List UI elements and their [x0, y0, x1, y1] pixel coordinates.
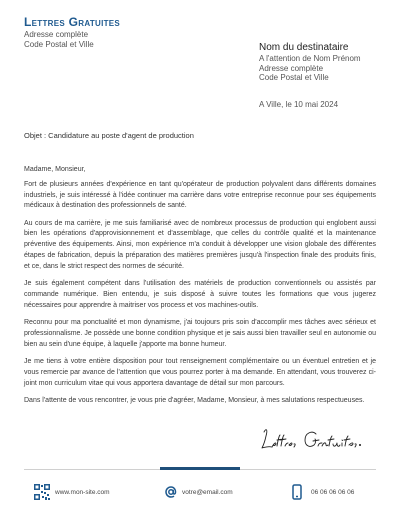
email-text: votre@email.com: [182, 488, 233, 496]
recipient-postal: Code Postal et Ville: [259, 73, 329, 82]
website-text: www.mon-site.com: [55, 488, 110, 496]
sender-postal: Code Postal et Ville: [24, 39, 94, 49]
phone-text: 06 06 06 06 06: [311, 488, 355, 496]
letter-date: A Ville, le 10 mai 2024: [259, 100, 339, 109]
footer: [0, 482, 400, 502]
paragraph: Au cours de ma carrière, je me suis familiarisé avec de nombreux processus de production qui englobent aussi bien les opérations d'approvisionnement et d'assemblage, que celles du contrôle qualité et la maintenance préventive des équipements. Ainsi, mon expérience m'a conduit à développer une vision globale des différentes étapes de fabrication, depuis la préparation des matières premières jusqu'à l'inspection finale des produits finis, et ce, dans le strict respect des normes de sécurité.: [24, 219, 376, 270]
sender-block: [24, 14, 120, 49]
smartphone-icon: [292, 484, 302, 500]
sender-address: Adresse complète: [24, 30, 89, 39]
footer-phone[interactable]: [292, 482, 354, 502]
footer-website[interactable]: [34, 482, 110, 502]
paragraph: Dans l'attente de vous rencontrer, je vous prie d'agréer, Madame, Monsieur, à mes salutations respectueuses.: [24, 396, 365, 404]
paragraph: Fort de plusieurs années d'expérience en tant qu'opérateur de production polyvalent dans différents domaines industriels, je suis intéressé à l'idée continuer ma carrière dans votre entreprise reconnue pour ses équipements médicaux à destination des professionnels de santé.: [24, 180, 376, 210]
salutation: Madame, Monsieur,: [24, 166, 86, 173]
paragraph: Je suis également compétent dans l'utilisation des matériels de production conventionnels ou assistés par commande numérique. Bien entendu, je suis disposé à suivre toutes les formations que vous jugerez nécessaires pour apprendre à maitriser vos process et vos machines-outils.: [24, 280, 376, 309]
letter-subject: Objet : Candidature au poste d'agent de production: [24, 131, 194, 140]
recipient-block: [259, 42, 399, 83]
footer-accent-bar: [160, 467, 240, 470]
qr-code-icon: [34, 484, 50, 500]
recipient-attention: A l'attention de Nom Prénom: [259, 54, 361, 63]
footer-email[interactable]: [165, 482, 233, 502]
letter-body: [24, 165, 376, 413]
recipient-name: Nom du destinataire: [259, 42, 349, 53]
handwritten-signature: [258, 426, 378, 454]
sender-name: Lettres Gratuites: [24, 15, 121, 29]
recipient-address: Adresse complète: [259, 63, 324, 73]
paragraph: Reconnu pour ma ponctualité et mon dynamisme, j'ai toujours pris soin d'accomplir mes tâches avec sérieux et professionnalisme. Je possède une bonne condition physique et je sais aussi bien travailler seul en autonomie ou bien au sein d'une équipe, à laquelle j'apporte ma bonne humeur.: [24, 319, 376, 348]
at-sign-icon: [165, 486, 177, 498]
paragraph: Je me tiens à votre entière disposition pour tout renseignement complémentaire ou un éventuel entretien et je vous remercie par avance de l'attention que vous pourrez porter à ma demande. En attendant, vous trouverez ci-joint mon curriculum vitae qui vous apportera davantage de détail sur mon parcours.: [24, 357, 376, 387]
